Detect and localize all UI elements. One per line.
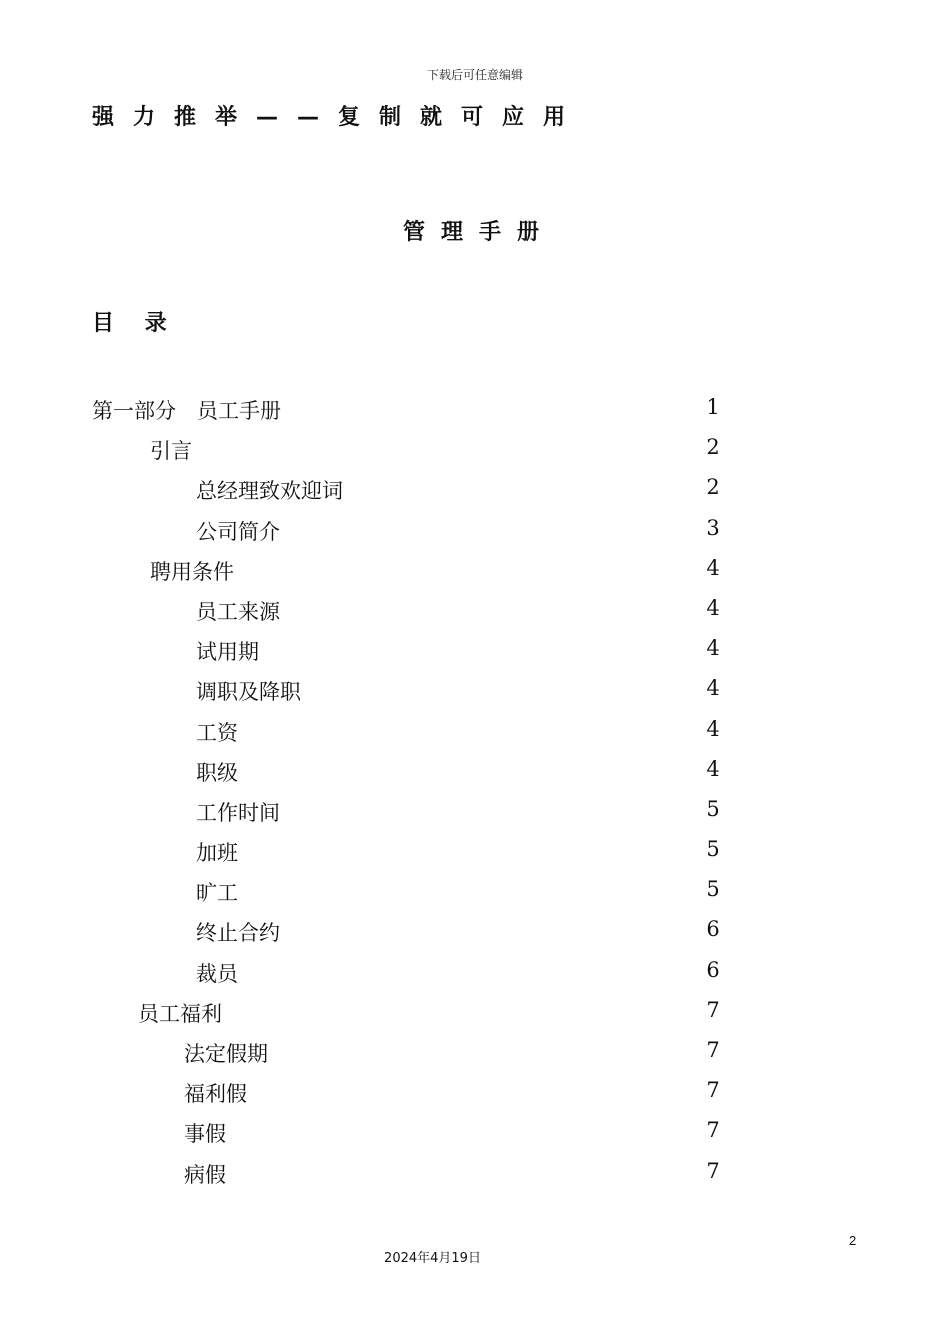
toc-entry[interactable] [0, 1032, 950, 1072]
header-note: 下载后可任意编辑 [426, 68, 523, 82]
toc-entry-label: 第一部分 员工手册 [92, 399, 281, 423]
toc-entry-page: 6 [706, 917, 720, 942]
toc-entry-label: 聘用条件 [150, 559, 234, 584]
document-title: 管理手册 [403, 220, 556, 245]
toc-entry-page: 7 [706, 1078, 720, 1103]
toc-entry-label: 工资 [196, 720, 238, 745]
footer-date: 2024年4月19日 [384, 1251, 481, 1266]
toc-entry-label: 裁员 [196, 961, 238, 986]
toc-entry[interactable] [0, 469, 950, 509]
toc-entry-label: 调职及降职 [196, 680, 301, 705]
toc-entry-label: 员工来源 [196, 599, 280, 624]
toc-entry[interactable] [0, 791, 950, 831]
table-of-contents [0, 389, 950, 1193]
toc-entry[interactable] [0, 389, 950, 429]
toc-entry-page: 4 [706, 636, 720, 661]
toc-entry[interactable] [0, 751, 950, 791]
toc-entry-label: 福利假 [184, 1082, 247, 1107]
toc-entry[interactable] [0, 429, 950, 469]
toc-entry-label: 引言 [150, 439, 192, 464]
toc-entry-page: 1 [706, 395, 720, 419]
toc-entry-page: 6 [706, 957, 720, 982]
promo-line: 强力推举——复制就可应用 [92, 105, 585, 130]
toc-entry-label: 法定假期 [184, 1042, 268, 1066]
toc-entry-page: 4 [706, 756, 720, 781]
toc-entry-page: 4 [706, 595, 720, 620]
toc-entry-label: 工作时间 [196, 800, 280, 825]
toc-entry-label: 公司简介 [196, 519, 280, 544]
toc-entry-page: 2 [706, 475, 720, 500]
toc-entry[interactable] [0, 911, 950, 951]
toc-entry-label: 职级 [196, 760, 238, 785]
toc-entry[interactable] [0, 711, 950, 751]
toc-entry-page: 7 [706, 1118, 720, 1143]
toc-entry-label: 终止合约 [196, 921, 280, 946]
toc-entry-label: 员工福利 [138, 1001, 222, 1026]
toc-entry[interactable] [0, 1072, 950, 1112]
toc-entry[interactable] [0, 590, 950, 630]
toc-entry-page: 2 [706, 435, 720, 460]
toc-entry-page: 5 [706, 796, 720, 821]
toc-entry-page: 7 [706, 1158, 720, 1183]
toc-entry[interactable] [0, 550, 950, 590]
toc-entry[interactable] [0, 871, 950, 911]
toc-entry-label: 总经理致欢迎词 [196, 479, 343, 504]
toc-entry[interactable] [0, 630, 950, 670]
toc-entry-page: 5 [706, 877, 720, 902]
toc-entry[interactable] [0, 992, 950, 1032]
toc-entry[interactable] [0, 1112, 950, 1152]
toc-entry-page: 5 [706, 837, 720, 862]
toc-entry[interactable] [0, 670, 950, 710]
toc-entry-page: 4 [706, 716, 720, 741]
toc-entry-label: 旷工 [196, 881, 238, 906]
toc-entry-label: 事假 [184, 1122, 226, 1147]
toc-entry-page: 4 [706, 555, 720, 580]
toc-entry-page: 4 [706, 676, 720, 701]
toc-entry[interactable] [0, 952, 950, 992]
page-number: 2 [849, 1233, 857, 1248]
toc-entry[interactable] [0, 510, 950, 550]
toc-entry[interactable] [0, 1153, 950, 1193]
toc-entry-page: 7 [706, 997, 720, 1022]
toc-entry-label: 试用期 [196, 640, 259, 665]
toc-entry-label: 加班 [196, 841, 238, 866]
toc-entry-label: 病假 [184, 1162, 226, 1187]
toc-entry-page: 3 [706, 515, 720, 540]
toc-entry[interactable] [0, 831, 950, 871]
toc-heading: 目 录 [92, 311, 167, 336]
toc-entry-page: 7 [706, 1038, 720, 1062]
